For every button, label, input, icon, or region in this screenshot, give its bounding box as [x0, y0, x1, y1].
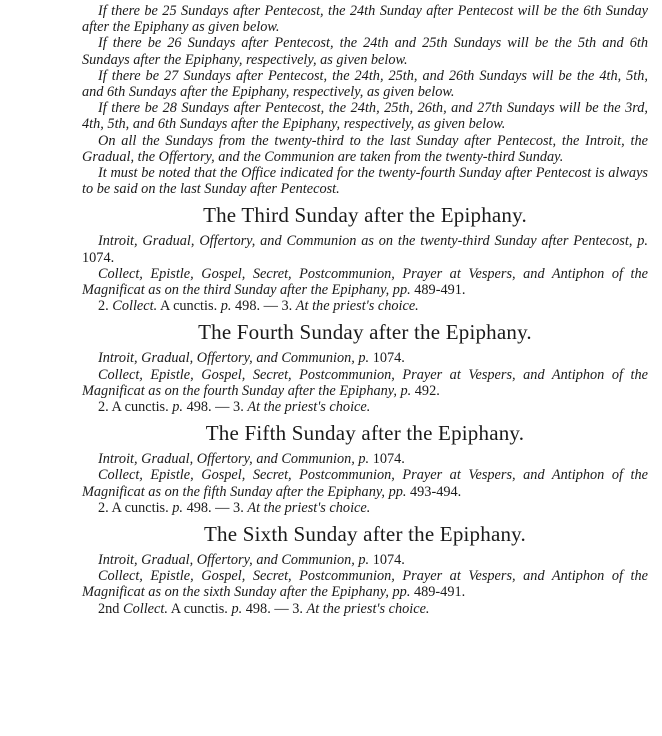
text-run: A cunctis. [157, 298, 221, 315]
text-run: 498. — 3. [242, 600, 307, 617]
text-run: Collect. [123, 600, 168, 617]
intro-paragraph [82, 68, 648, 100]
section-heading: The Fourth Sunday after the Epiphany. [198, 320, 532, 345]
section-paragraph [82, 451, 648, 467]
intro-paragraph [82, 133, 648, 165]
text-run: On all the Sundays from the twenty-third to the last Sunday after Pentecost, the Introit, the Gradual, the Offertory, and the Communion are taken from the twenty-third Sunday. [82, 132, 648, 165]
text-run: 498. — 3. [183, 499, 248, 516]
text-run: Collect, Epistle, Gospel, Secret, Postcommunion, Prayer at Vespers, and Antiphon of the Magnificat as on the sixth Sunday after the Epiphany, [82, 568, 648, 601]
text-run: A cunctis. [167, 600, 232, 617]
text-run: Introit, Gradual, Offertory, and Communion, [98, 451, 359, 468]
intro-paragraph [82, 35, 648, 67]
text-run: 489-491. [410, 282, 466, 299]
text-run: At the priest's choice. [247, 499, 371, 516]
section-paragraph [82, 350, 648, 366]
sunday-section [82, 203, 648, 314]
text-run: 1074. [369, 552, 405, 569]
text-run: pp. [388, 483, 407, 500]
section-heading: The Third Sunday after the Epiphany. [203, 203, 527, 228]
text-run: 2. A cunctis. [98, 499, 173, 516]
text-run: 498. — 3. [231, 298, 296, 315]
intro-paragraph [82, 165, 648, 197]
section-paragraph [82, 552, 648, 568]
text-run: At the priest's choice. [247, 399, 371, 416]
text-run: p. [358, 552, 370, 569]
section-paragraph [82, 601, 648, 617]
text-run: p. [637, 233, 648, 250]
sunday-section [82, 320, 648, 415]
sunday-sections [82, 203, 648, 616]
text-run: At the priest's choice. [295, 298, 419, 315]
text-run: p. [400, 382, 412, 399]
text-run: 2nd [98, 600, 124, 617]
section-paragraph [82, 367, 648, 399]
section-paragraph [82, 298, 648, 314]
text-run: At the priest's choice. [306, 600, 430, 617]
text-run: Collect, Epistle, Gospel, Secret, Postcommunion, Prayer at Vespers, and Antiphon of the Magnificat as on the fifth Sunday after the Epiphany, [82, 467, 648, 500]
section-heading: The Fifth Sunday after the Epiphany. [205, 421, 525, 446]
text-run: pp. [392, 584, 411, 601]
text-run: 2. A cunctis. [98, 399, 173, 416]
text-run: Collect. [112, 298, 158, 315]
text-run: 1074. [82, 249, 115, 266]
text-run: 492. [411, 382, 440, 399]
text-run: p. [358, 350, 370, 367]
section-heading: The Sixth Sunday after the Epiphany. [204, 522, 526, 547]
text-run: Collect, Epistle, Gospel, Secret, Postcommunion, Prayer at Vespers, and Antiphon of the Magnificat as on the fourth Sunday after the Epiphany, [82, 366, 648, 399]
text-run: It must be noted that the Office indicated for the twenty-fourth Sunday after Pentecost is always to be said on the last Sunday after Pentecost. [82, 165, 648, 198]
sunday-section [82, 421, 648, 516]
intro-paragraph [82, 100, 648, 132]
section-paragraph [82, 399, 648, 415]
text-run: 498. — 3. [183, 399, 248, 416]
text-run: If there be 27 Sundays after Pentecost, the 24th, 25th, and 26th Sundays will be the 4th, 5th, and 6th Sundays after the Epiphany, respectively, as given below. [82, 67, 648, 101]
text-run: Introit, Gradual, Offertory, and Communion, [98, 552, 359, 569]
text-run: Introit, Gradual, Offertory, and Communion as on the twenty-third Sunday after Pentecost, [98, 233, 638, 250]
text-run: p. [172, 499, 183, 516]
text-run: p. [172, 399, 183, 416]
section-paragraph [82, 568, 648, 600]
sunday-section [82, 522, 648, 617]
section-paragraph [82, 233, 648, 265]
section-paragraph [82, 467, 648, 499]
text-run: 2. [98, 298, 113, 315]
text-run: Introit, Gradual, Offertory, and Communion, [98, 350, 359, 367]
text-run: Collect, Epistle, Gospel, Secret, Postcommunion, Prayer at Vespers, and Antiphon of the Magnificat as on the third Sunday after the Epiphany, [82, 265, 648, 299]
intro-notes [82, 3, 648, 197]
intro-paragraph [82, 3, 648, 35]
text-run: p. [358, 451, 370, 468]
text-run: p. [220, 298, 232, 315]
text-run: If there be 26 Sundays after Pentecost, the 24th and 25th Sundays will be the 5th and 6th Sundays after the Epiphany, respectively, as given below. [82, 35, 648, 68]
text-run: p. [231, 600, 243, 617]
text-run: 1074. [369, 451, 405, 468]
text-run: 489-491. [410, 584, 466, 601]
text-run: 493-494. [406, 483, 462, 500]
text-run: If there be 25 Sundays after Pentecost, the 24th Sunday after Pentecost will be the 6th Sunday after the Epiphany as given below. [82, 3, 648, 36]
section-paragraph [82, 500, 648, 516]
text-run: 1074. [369, 350, 405, 367]
text-run: pp. [392, 282, 411, 299]
section-paragraph [82, 266, 648, 298]
text-run: If there be 28 Sundays after Pentecost, the 24th, 25th, 26th, and 27th Sundays will be the 3rd, 4th, 5th, and 6th Sundays after the Epiphany, respectively, as given below. [82, 100, 648, 133]
